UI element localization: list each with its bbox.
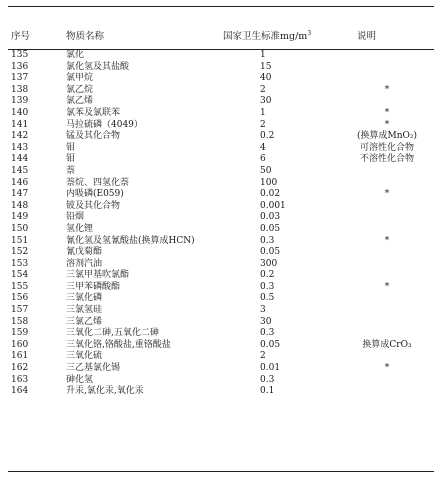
row-serial-number: 156: [11, 293, 29, 304]
row-remark: 不溶性化合物: [359, 154, 414, 165]
row-serial-number: 158: [11, 316, 29, 327]
row-substance-name: 氯乙烯: [66, 96, 94, 107]
table-row: [8, 85, 434, 97]
row-serial-number: 157: [11, 305, 29, 316]
table-row: [8, 73, 434, 85]
row-standard-value: 100: [260, 177, 278, 188]
row-substance-name: 萘烷、四氢化萘: [66, 177, 130, 188]
row-substance-name: 三氯化磷: [66, 293, 103, 304]
row-standard-value: 30: [260, 316, 272, 327]
row-serial-number: 155: [11, 281, 29, 292]
row-remark: (换算成MnO₂): [356, 131, 418, 142]
row-serial-number: 137: [11, 73, 29, 84]
row-serial-number: 144: [11, 154, 29, 165]
row-remark: 可溶性化合物: [359, 142, 414, 153]
row-standard-value: 0.1: [260, 386, 275, 397]
row-standard-value: 6: [260, 154, 266, 165]
row-serial-number: 162: [11, 363, 29, 374]
row-substance-name: 氢化锂: [66, 223, 94, 234]
row-substance-name: 溶剂汽油: [66, 258, 103, 269]
table-row: [8, 96, 434, 108]
row-standard-value: 0.05: [260, 339, 281, 350]
row-serial-number: 143: [11, 142, 29, 153]
row-serial-number: 150: [11, 223, 29, 234]
row-standard-value: 15: [260, 61, 272, 72]
row-substance-name: 三氧化二砷,五氧化二砷: [66, 328, 159, 339]
row-substance-name: 钼: [66, 154, 76, 165]
row-serial-number: 141: [11, 119, 29, 130]
table-row: [8, 178, 434, 190]
row-substance-name: 氰化氢及氢氰酸盐(换算成HCN): [66, 235, 195, 246]
row-substance-name: 氯化氢及其盐酸: [66, 61, 130, 72]
row-standard-value: 0.01: [260, 363, 281, 374]
row-remark: *: [384, 119, 390, 130]
table-row: [8, 189, 434, 201]
row-serial-number: 149: [11, 212, 29, 223]
row-standard-value: 40: [260, 73, 272, 84]
header-remarks: 说明: [357, 31, 377, 42]
row-substance-name: 砷化氢: [66, 374, 94, 385]
row-substance-name: 三氯氢硅: [66, 305, 103, 316]
row-standard-value: 1: [260, 50, 266, 60]
row-serial-number: 142: [11, 131, 29, 142]
row-standard-value: 30: [260, 96, 272, 107]
table-row: [8, 363, 434, 375]
table-row: [8, 305, 434, 317]
row-standard-value: 0.3: [260, 328, 275, 339]
row-remark: *: [384, 107, 390, 118]
row-standard-value: 0.3: [260, 374, 275, 385]
table-row: [8, 143, 434, 155]
table-row: [8, 62, 434, 74]
row-standard-value: 0.3: [260, 235, 275, 246]
table-row: [8, 108, 434, 120]
row-standard-value: 0.2: [260, 270, 275, 281]
row-substance-name: 氯甲烷: [66, 73, 94, 84]
row-substance-name: 三氯乙烯: [66, 316, 103, 327]
row-serial-number: 145: [11, 165, 29, 176]
table-row: [8, 375, 434, 387]
row-substance-name: 铍及其化合物: [66, 200, 121, 211]
table-row: [8, 282, 434, 294]
row-remark: *: [384, 363, 390, 374]
row-standard-value: 0.03: [260, 212, 281, 223]
row-serial-number: 135: [11, 50, 29, 60]
table-row: [8, 50, 434, 62]
row-substance-name: 三氯甲基吹氯酯: [66, 270, 130, 281]
row-serial-number: 159: [11, 328, 29, 339]
table-body: [8, 50, 434, 398]
table-row: [8, 386, 434, 398]
row-remark: *: [384, 235, 390, 246]
row-standard-value: 0.05: [260, 247, 281, 258]
row-substance-name: 氯化: [66, 50, 85, 60]
row-remark: 换算成CrO₃: [362, 339, 412, 350]
row-substance-name: 三氧化铬,铬酸盐,重铬酸盐: [66, 339, 171, 350]
row-serial-number: 160: [11, 339, 29, 350]
row-serial-number: 151: [11, 235, 29, 246]
row-substance-name: 铅烟: [66, 212, 85, 223]
hygiene-standards-table: [8, 6, 434, 472]
row-serial-number: 138: [11, 84, 29, 95]
row-substance-name: 三氧化硫: [66, 351, 103, 362]
row-serial-number: 139: [11, 96, 29, 107]
table-row: [8, 247, 434, 259]
row-standard-value: 0.02: [260, 189, 281, 200]
table-row: [8, 317, 434, 329]
table-row: [8, 131, 434, 143]
table-header: [8, 7, 434, 50]
row-substance-name: 萘: [66, 165, 76, 176]
table-row: [8, 340, 434, 352]
row-serial-number: 154: [11, 270, 29, 281]
table-row: [8, 154, 434, 166]
table-row: [8, 212, 434, 224]
row-substance-name: 氯苯及氯联苯: [66, 107, 121, 118]
table-row: [8, 201, 434, 213]
table-row: [8, 270, 434, 282]
row-remark: *: [384, 281, 390, 292]
table-row: [8, 236, 434, 248]
row-serial-number: 147: [11, 189, 29, 200]
header-national-standard: [223, 28, 311, 42]
row-substance-name: 氰戊菊酯: [66, 247, 103, 258]
row-standard-value: 300: [260, 258, 278, 269]
row-standard-value: 2: [260, 119, 266, 130]
row-substance-name: 锰及其化合物: [66, 131, 121, 142]
row-standard-value: 0.05: [260, 223, 281, 234]
table-row: [8, 328, 434, 340]
row-substance-name: 内吸磷(E059): [66, 189, 124, 200]
row-serial-number: 164: [11, 386, 29, 397]
table-row: [8, 293, 434, 305]
row-standard-value: 3: [260, 305, 266, 316]
row-substance-name: 马拉硫磷（4049）: [66, 119, 143, 130]
table-row: [8, 120, 434, 132]
row-standard-value: 0.2: [260, 131, 275, 142]
row-serial-number: 152: [11, 247, 29, 258]
table-row: [8, 224, 434, 236]
row-standard-value: 0.5: [260, 293, 275, 304]
row-standard-value: 50: [260, 165, 272, 176]
row-substance-name: 三乙基氯化锡: [66, 363, 121, 374]
row-serial-number: 148: [11, 200, 29, 211]
header-standard-text: 国家卫生标准mg/m: [223, 31, 308, 42]
row-substance-name: 氯乙烷: [66, 84, 94, 95]
row-substance-name: 三甲苯磷酸酯: [66, 281, 121, 292]
row-serial-number: 153: [11, 258, 29, 269]
row-serial-number: 163: [11, 374, 29, 385]
row-serial-number: 140: [11, 107, 29, 118]
header-standard-superscript: 3: [307, 29, 312, 37]
row-serial-number: 146: [11, 177, 29, 188]
row-standard-value: 2: [260, 84, 266, 95]
header-substance-name: 物质名称: [66, 31, 105, 42]
table-row: [8, 351, 434, 363]
table-row: [8, 259, 434, 271]
row-standard-value: 2: [260, 351, 266, 362]
row-remark: *: [384, 189, 390, 200]
row-remark: *: [384, 84, 390, 95]
row-substance-name: 钼: [66, 142, 76, 153]
header-serial-number: 序号: [11, 31, 31, 42]
row-standard-value: 4: [260, 142, 266, 153]
table-row: [8, 166, 434, 178]
row-standard-value: 0.3: [260, 281, 275, 292]
row-serial-number: 161: [11, 351, 29, 362]
row-substance-name: 升汞,氯化汞,氧化汞: [66, 386, 144, 397]
row-standard-value: 0.001: [260, 200, 286, 211]
row-serial-number: 136: [11, 61, 29, 72]
row-standard-value: 1: [260, 107, 266, 118]
